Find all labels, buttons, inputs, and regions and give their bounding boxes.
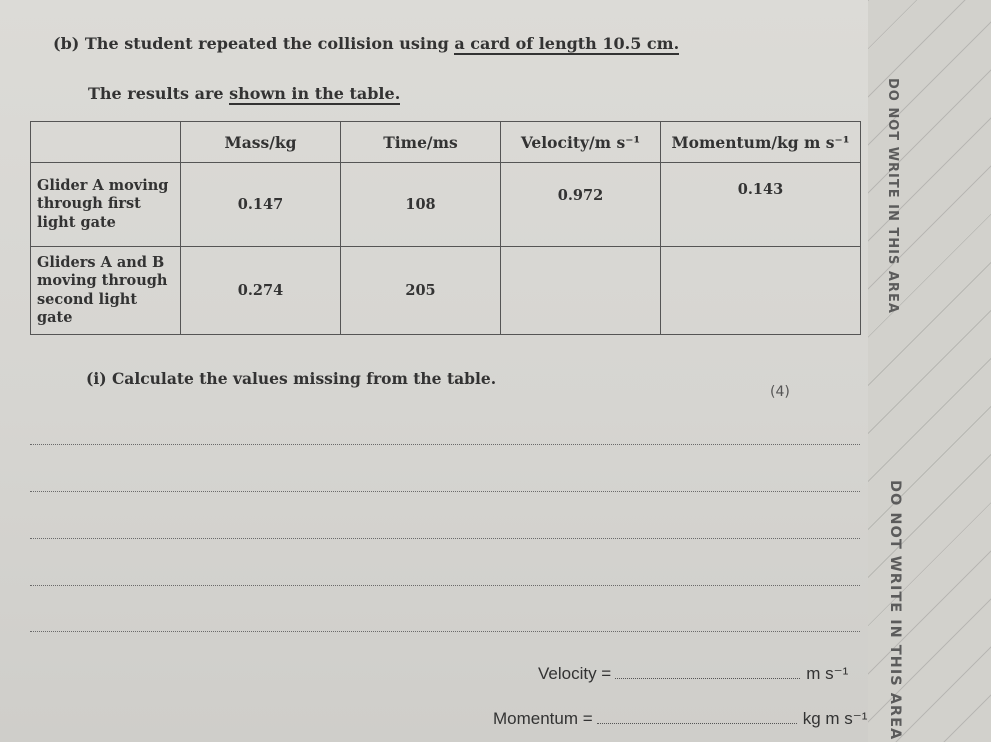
cell-time: 205: [341, 247, 501, 335]
results-table: [30, 121, 861, 335]
velocity-label: Velocity =: [538, 664, 612, 683]
header-empty: [31, 122, 181, 163]
part-i-marks: (4): [770, 384, 790, 400]
row-label: Gliders A and B moving through second light gate: [31, 247, 181, 335]
cell-mass: 0.274: [181, 247, 341, 335]
velocity-answer-blank[interactable]: [615, 664, 800, 679]
table-row: [31, 247, 861, 335]
cell-time: 108: [341, 163, 501, 247]
momentum-answer-row: [493, 709, 867, 729]
working-line[interactable]: [30, 491, 860, 492]
momentum-unit: kg m s⁻¹: [802, 709, 868, 728]
question-b-line1: [53, 34, 679, 53]
momentum-label: Momentum =: [493, 709, 593, 728]
header-velocity: Velocity/m s⁻¹: [501, 122, 661, 163]
margin-warning-bottom: DO NOT WRITE IN THIS AREA: [887, 480, 903, 741]
question-b-line2-prefix: The results are: [88, 84, 230, 103]
question-b-prefix: (b) The student repeated the collision using: [53, 34, 455, 53]
part-i-question: (i) Calculate the values missing from the table.: [86, 369, 497, 388]
question-b-line2-underlined: shown in the table.: [229, 84, 401, 103]
question-b-line2: [88, 84, 400, 103]
cell-momentum: 0.143: [661, 163, 861, 247]
header-momentum: Momentum/kg m s⁻¹: [661, 122, 861, 163]
momentum-answer-blank[interactable]: [597, 709, 797, 724]
working-line[interactable]: [30, 444, 860, 445]
table-row: [31, 163, 861, 247]
working-line[interactable]: [30, 631, 860, 632]
cell-momentum-blank[interactable]: [661, 247, 861, 335]
working-line[interactable]: [30, 538, 860, 539]
working-line[interactable]: [30, 585, 860, 586]
header-time: Time/ms: [341, 122, 501, 163]
question-b-underlined: a card of length 10.5 cm.: [454, 34, 680, 53]
velocity-unit: m s⁻¹: [806, 664, 849, 683]
cell-velocity-blank[interactable]: [501, 247, 661, 335]
table-header-row: [31, 122, 861, 163]
cell-mass: 0.147: [181, 163, 341, 247]
header-mass: Mass/kg: [181, 122, 341, 163]
row-label: Glider A moving through first light gate: [31, 163, 181, 247]
velocity-answer-row: [538, 664, 848, 684]
margin-warning-top: DO NOT WRITE IN THIS AREA: [885, 78, 900, 314]
cell-velocity: 0.972: [501, 163, 661, 247]
